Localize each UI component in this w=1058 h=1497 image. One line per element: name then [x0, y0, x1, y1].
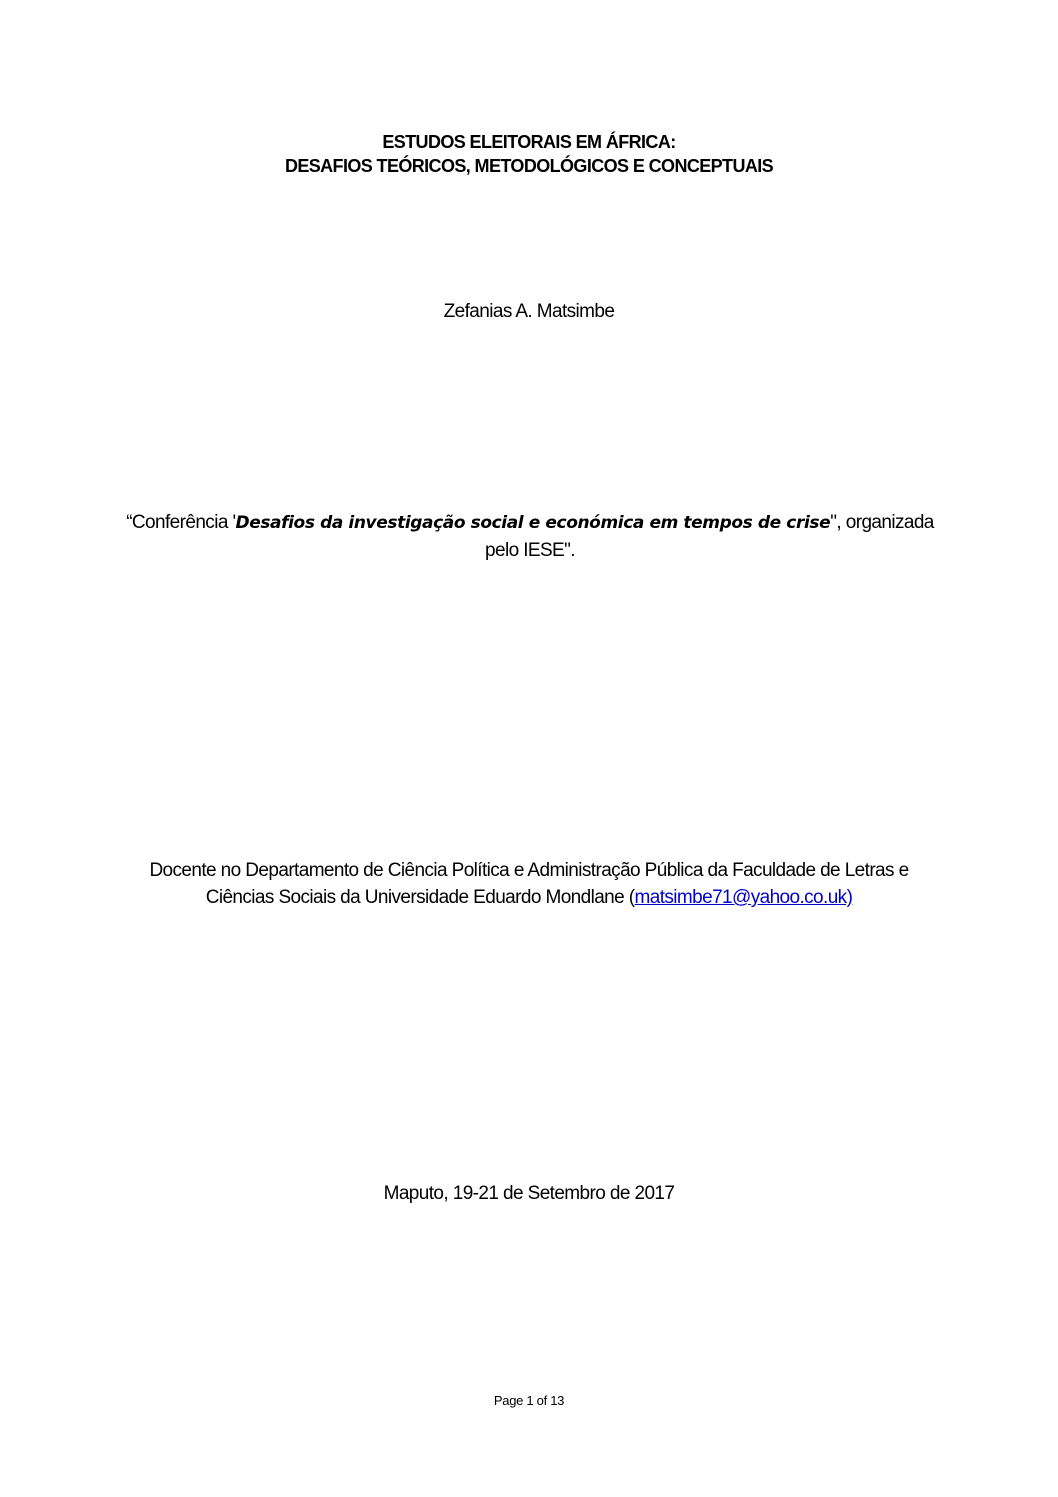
author-affiliation	[0, 857, 1058, 911]
affiliation-institution: Ciências Sociais da Universidade Eduardo Mondlane (	[205, 887, 635, 908]
conference-theme: Desafios da investigação social e económica em tempos de crise	[235, 513, 831, 533]
conference-suffix: ", organizada pelo IESE".	[485, 512, 934, 561]
conference-prefix: “Conferência '	[126, 512, 236, 533]
affiliation-line-2	[0, 884, 1058, 911]
affiliation-line-1: Docente no Departamento de Ciência Política e Administração Pública da Faculdade de Letras e	[149, 860, 909, 881]
author-name: Zefanias A. Matsimbe	[443, 301, 615, 322]
document-title	[0, 130, 1058, 178]
place-and-date: Maputo, 19-21 de Setembro de 2017	[383, 1183, 675, 1204]
email-link[interactable]: matsimbe71@yahoo.co.uk)	[634, 887, 853, 908]
title-line-2: DESAFIOS TEÓRICOS, METODOLÓGICOS E CONCEPTUAIS	[284, 156, 774, 176]
title-line-1: ESTUDOS ELEITORAIS EM ÁFRICA:	[382, 132, 676, 152]
page-number-footer: Page 1 of 13	[493, 1393, 565, 1408]
conference-note	[110, 509, 950, 565]
